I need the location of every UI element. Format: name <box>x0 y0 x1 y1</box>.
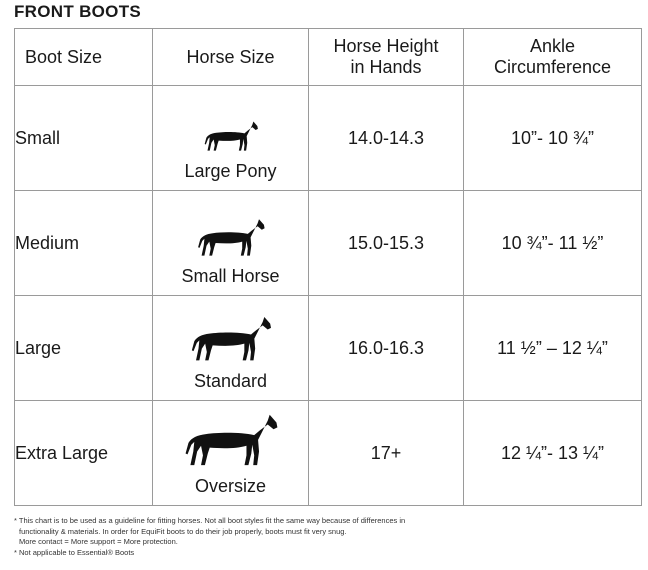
horse-size-cell <box>153 191 309 296</box>
horse-silhouette-icon <box>196 215 266 257</box>
horse-silhouette-icon <box>182 409 280 467</box>
boot-size-cell: Extra Large <box>15 401 153 506</box>
header-height-line2: in Hands <box>350 57 422 77</box>
header-row <box>15 29 642 86</box>
footnote: functionality & materials. In order for EquiFit boots to do their job properly, boots must fit very snug. <box>19 526 347 536</box>
horse-size-cell <box>153 86 309 191</box>
ankle-circumference-cell: 11 ½” – 12 ¼” <box>464 296 642 401</box>
page-title: FRONT BOOTS <box>14 2 142 21</box>
footnote: * This chart is to be used as a guideline for fitting horses. Not all boot styles fit the same way because of differences in <box>14 516 406 525</box>
table-row <box>15 86 642 191</box>
table-row <box>15 401 642 506</box>
table-row <box>15 296 642 401</box>
table-row <box>15 191 642 296</box>
horse-height-cell: 17+ <box>309 401 464 506</box>
horse-size-cell <box>153 296 309 401</box>
ankle-circumference-cell: 10 ¾”- 11 ½” <box>464 191 642 296</box>
horse-silhouette-icon <box>189 312 273 362</box>
header-height-line1: Horse Height <box>333 36 439 56</box>
boot-size-cell: Medium <box>15 191 153 296</box>
ankle-circumference-cell: 10”- 10 ¾” <box>464 86 642 191</box>
header-ankle-line2: Circumference <box>493 57 612 77</box>
footnotes <box>14 516 634 558</box>
header-ankle <box>464 29 642 86</box>
horse-height-cell: 16.0-16.3 <box>309 296 464 401</box>
horse-height-cell: 14.0-14.3 <box>309 86 464 191</box>
ankle-circumference-cell: 12 ¼”- 13 ¼” <box>464 401 642 506</box>
horse-size-cell <box>153 401 309 506</box>
header-boot-size: Boot Size <box>15 29 153 86</box>
horse-size-label: Oversize <box>194 476 266 496</box>
size-chart-table <box>14 28 642 506</box>
boot-size-cell: Large <box>15 296 153 401</box>
header-ankle-line1: Ankle <box>529 36 576 56</box>
footnote: More contact = More support = More protection. <box>19 537 178 546</box>
horse-height-cell: 15.0-15.3 <box>309 191 464 296</box>
horse-size-label: Standard <box>193 371 268 391</box>
horse-size-label: Large Pony <box>184 161 277 181</box>
horse-silhouette-icon <box>203 118 259 152</box>
boot-size-cell: Small <box>15 86 153 191</box>
header-horse-height <box>309 29 464 86</box>
horse-size-label: Small Horse <box>181 266 280 286</box>
footnote: * Not applicable to Essential® Boots <box>14 547 135 557</box>
header-horse-size: Horse Size <box>153 29 309 86</box>
